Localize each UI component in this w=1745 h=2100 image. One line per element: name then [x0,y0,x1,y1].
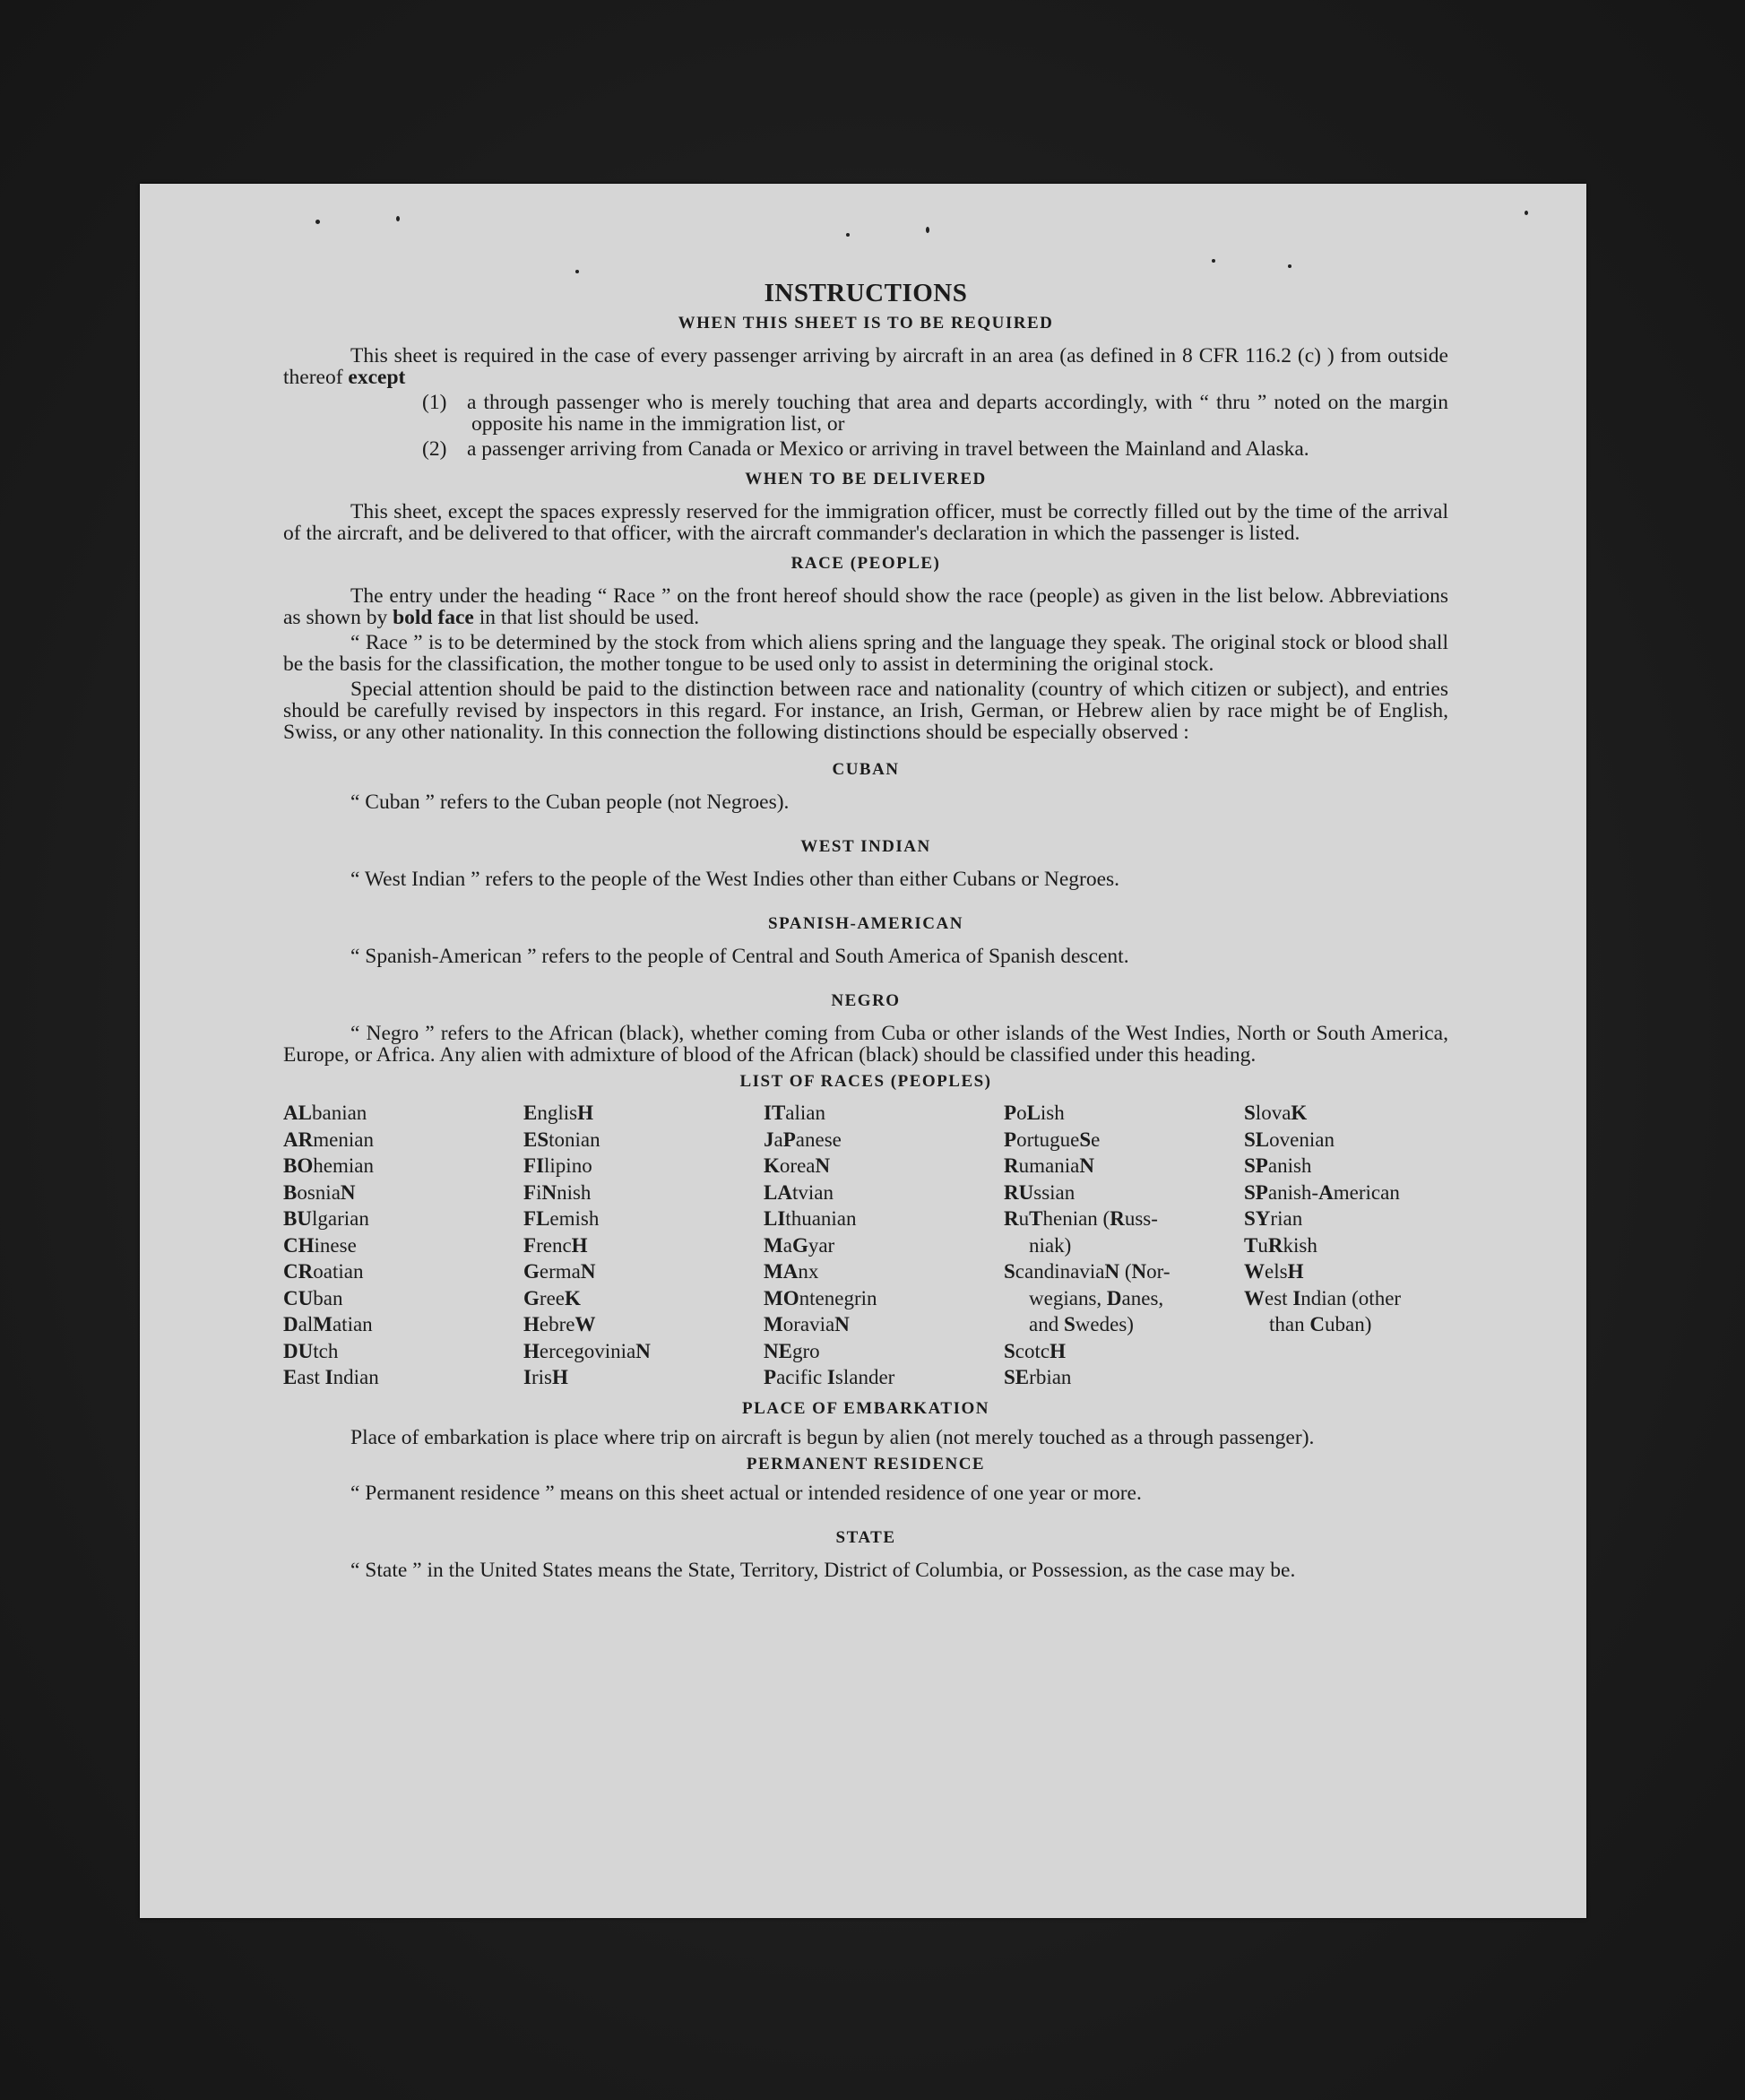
race-entry: ScotcH [1004,1339,1067,1362]
race-entry: RUssian [1004,1180,1076,1204]
race-entry: BOhemian [283,1154,374,1177]
race-entry: IrisH [523,1366,568,1388]
races-column [283,1100,523,1391]
heading-when-delivered: WHEN TO BE DELIVERED [745,470,987,488]
ink-speck [396,216,400,221]
race-entry: CUban [283,1286,343,1309]
race-entry: KoreaN [764,1154,831,1177]
heading-when-required: WHEN THIS SHEET IS TO BE REQUIRED [678,314,1054,333]
race-entry: wegians, Danes, [1029,1286,1164,1309]
race-entry: HebreW [523,1313,596,1335]
race-entry: FIlipino [523,1154,592,1177]
heading-cuban: CUBAN [832,760,900,779]
race-entry: ITalian [764,1102,826,1124]
race-entry: ALbanian [283,1102,367,1124]
races-column [523,1100,764,1391]
race-entry: SPanish [1244,1154,1312,1177]
cuban-definition: “ Cuban ” refers to the Cuban people (not Negroes). [350,791,790,814]
ink-speck [846,233,850,237]
race-entry: SPanish-American [1244,1180,1400,1204]
heading-permanent-residence: PERMANENT RESIDENCE [746,1454,986,1473]
race-entry: RuThenian (Russ- [1004,1207,1158,1230]
race-entry: and Swedes) [1029,1313,1134,1335]
embarkation-definition: Place of embarkation is place where trip on aircraft is begun by alien (not merely touched as a through passenger). [350,1425,1315,1449]
race-entry: WelsH [1244,1260,1304,1283]
heading-race: RACE (PEOPLE) [790,554,941,573]
except-emphasis: except [348,366,406,389]
races-column [1004,1100,1244,1391]
race-entry: MaGyar [764,1233,835,1257]
race-entry: LIthuanian [764,1207,857,1230]
ink-speck [575,270,579,273]
heading-state: STATE [835,1527,896,1547]
race-entry: DalMatian [283,1313,373,1335]
required-intro: This sheet is required in the case of every passenger arriving by aircraft in an area (as defined in 8 CFR 116.2 (c) ) from outside thereof except [283,344,1448,389]
race-entry: CHinese [283,1233,357,1257]
ink-speck [315,220,320,224]
races-column [1244,1100,1459,1391]
race-entry: DUtch [283,1339,339,1362]
race-entry: FLemish [523,1207,600,1230]
ink-speck [1212,259,1215,263]
heading-negro: NEGRO [831,991,901,1010]
race-paragraph-3: Special attention should be paid to the distinction between race and nationality (country of which citizen or subject), and entries should be carefully revised by inspectors in this regard. For instance, an Irish, German, or Hebrew alien by race might be of English, Swiss, or any other nationality. In this connection the following distinctions should be especially observed : [283,678,1448,744]
race-entry: TuRkish [1244,1233,1317,1257]
race-entry: HercegoviniaN [523,1339,651,1362]
state-definition: “ State ” in the United States means the State, Territory, District of Columbia, or Possession, as the case may be. [350,1558,1296,1582]
race-entry: PoLish [1004,1102,1065,1124]
race-entry: GermaN [523,1260,596,1283]
race-entry: SYrian [1244,1207,1303,1230]
race-entry: EnglisH [523,1102,593,1124]
race-entry: JaPanese [764,1128,842,1151]
west-indian-definition: “ West Indian ” refers to the people of the West Indies other than either Cubans or Negroes. [350,868,1120,891]
race-entry: LAtvian [764,1180,834,1204]
race-entry: West Indian (other [1244,1286,1402,1309]
race-entry: GreeK [523,1286,581,1309]
ink-speck [1525,211,1528,215]
heading-list-of-races: LIST OF RACES (PEOPLES) [739,1072,992,1091]
race-entry: East Indian [283,1366,379,1388]
race-entry: EStonian [523,1128,600,1151]
race-entry: FiNnish [523,1180,592,1204]
race-entry: MAnx [764,1260,819,1283]
residence-definition: “ Permanent residence ” means on this sheet actual or intended residence of one year or more. [350,1481,1142,1505]
race-entry: ScandinaviaN (Nor- [1004,1260,1171,1283]
race-entry: BUlgarian [283,1207,369,1230]
race-entry: Pacific Islander [764,1366,895,1388]
page-title: INSTRUCTIONS [764,279,968,307]
ink-speck [926,227,929,233]
race-entry: CRoatian [283,1260,364,1283]
race-entry: than Cuban) [1269,1313,1372,1335]
delivered-text: This sheet, except the spaces expressly reserved for the immigration officer, must be correctly filled out by the time of the arrival of the aircraft, and be delivered to that officer, with the aircraft commander's declaration in which the passenger is listed. [283,500,1448,545]
race-entry: SlovaK [1244,1102,1308,1124]
races-column [764,1100,1004,1391]
race-entry: BosniaN [283,1180,356,1204]
race-entry: SErbian [1004,1366,1072,1388]
races-list [283,1100,1448,1391]
race-paragraph-1: The entry under the heading “ Race ” on the front hereof should show the race (people) as given in the list below. Abbreviations as shown by bold face in that list should be used. [283,584,1448,629]
race-entry: SLovenian [1244,1128,1335,1151]
exception-item-1: (1) a through passenger who is merely touching that area and departs accordingly, with “ thru ” noted on the margin opposite his name in the immigration list, or [422,391,1448,436]
negro-definition: “ Negro ” refers to the African (black), whether coming from Cuba or other islands of the West Indies, North or South America, Europe, or Africa. Any alien with admixture of blood of the African (black) should be classified under this heading. [283,1022,1448,1067]
race-paragraph-2: “ Race ” is to be determined by the stock from which aliens spring and the language they speak. The original stock or blood shall be the basis for the classification, the mother tongue to be used only to assist in determining the original stock. [283,631,1448,676]
heading-embarkation: PLACE OF EMBARKATION [742,1398,989,1418]
race-entry: FrencH [523,1233,588,1257]
ink-speck [1288,264,1291,268]
race-entry: NEgro [764,1339,820,1362]
race-entry: MoraviaN [764,1313,850,1335]
heading-spanish-american: SPANISH-AMERICAN [768,914,963,933]
spanish-american-definition: “ Spanish-American ” refers to the people of Central and South America of Spanish descent. [350,945,1129,968]
race-entry: RumaniaN [1004,1154,1094,1177]
exception-item-2: (2) a passenger arriving from Canada or Mexico or arriving in travel between the Mainland and Alaska. [422,437,1309,461]
race-entry: MOntenegrin [764,1286,877,1309]
race-entry: niak) [1029,1233,1072,1257]
race-entry: PortugueSe [1004,1128,1101,1151]
instructions-content [283,279,1448,1582]
instruction-sheet [140,184,1586,1918]
race-entry: ARmenian [283,1128,374,1151]
heading-west-indian: WEST INDIAN [800,837,931,856]
